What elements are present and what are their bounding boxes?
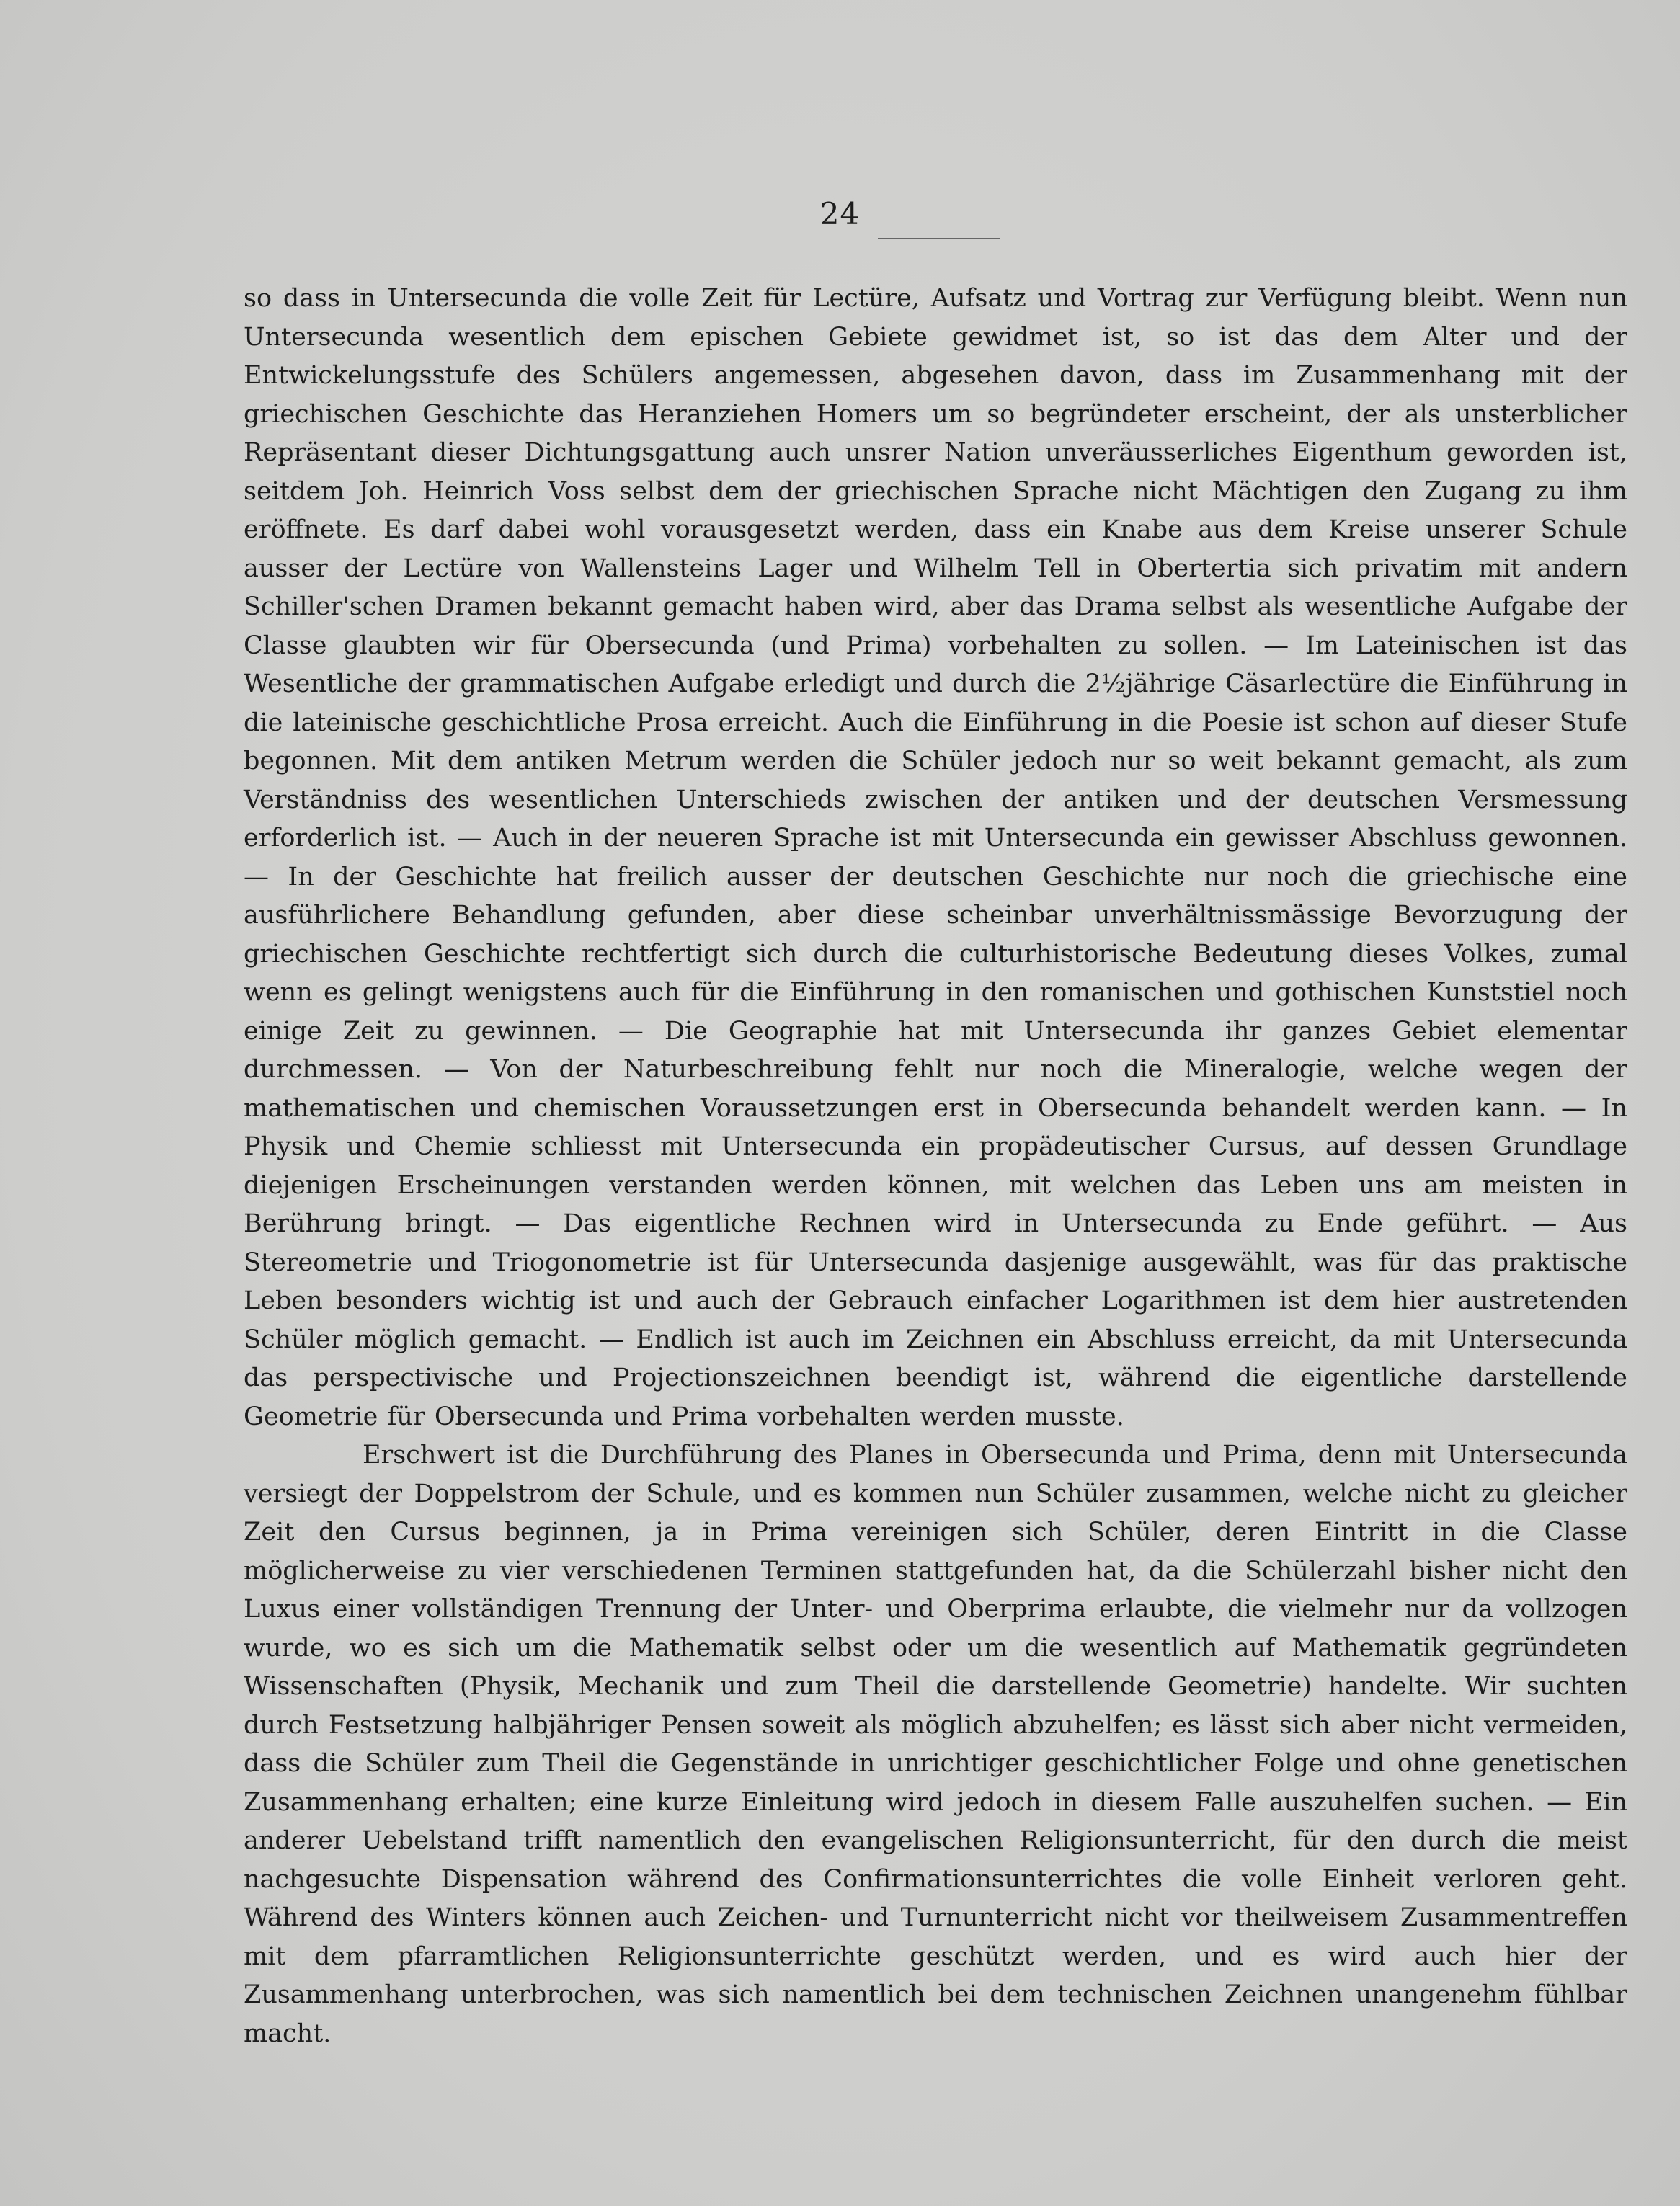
paragraph-1: so dass in Untersecunda die volle Zeit für Lectüre, Aufsatz und Vortrag zur Verfügung bleibt. Wenn nun Untersecunda wesentlich dem epischen Gebiete gewidmet ist, so ist das dem Alter und der Entwickelungsstufe des Schülers angemessen, abgesehen davon, dass im Zusammenhang mit der griechischen Geschichte das Heranziehen Homers um so begründeter erscheint, der als unsterblicher Repräsentant dieser Dichtungsgattung auch unsrer Nation unveräusserliches Eigenthum geworden ist, seitdem Joh. Heinrich Voss selbst dem der griechischen Sprache nicht Mächtigen den Zugang zu ihm eröffnete. Es darf dabei wohl vorausgesetzt werden, dass ein Knabe aus dem Kreise unserer Schule ausser der Lectüre von Wallensteins Lager und Wilhelm Tell in Obertertia sich privatim mit andern Schiller'schen Dramen bekannt gemacht haben wird, aber das Drama selbst als wesentliche Aufgabe der Classe glaubten wir für Obersecunda (und Prima) vorbehalten zu sollen. — Im Lateinischen ist das Wesentliche der grammatischen Aufgabe erledigt und durch die 2½jährige Cäsarlectüre die Einführung in die lateinische geschichtliche Prosa erreicht. Auch die Einführung in die Poesie ist schon auf dieser Stufe begonnen. Mit dem antiken Metrum werden die Schüler jedoch nur so weit bekannt gemacht, als zum Verständniss des wesentlichen Unterschieds zwischen der antiken und der deutschen Versmessung erforderlich ist. — Auch in der neueren Sprache ist mit Untersecunda ein gewisser Abschluss gewonnen. — In der Geschichte hat freilich ausser der deutschen Geschichte nur noch die griechische eine ausführlichere Behandlung gefunden, aber diese scheinbar unverhältnissmässige Bevorzugung der griechischen Geschichte rechtfertigt sich durch die culturhistorische Bedeutung dieses Volkes, zumal wenn es gelingt wenigstens auch für die Einführung in den romanischen und gothischen Kunststiel noch einige Zeit zu gewinnen. — Die Geographie hat mit Untersecunda ihr ganzes Gebiet elementar durchmessen. — Von der Naturbeschreibung fehlt nur noch die Mineralogie, welche wegen der mathematischen und chemischen Voraussetzungen erst in Obersecunda behandelt werden kann. — In Physik und Chemie schliesst mit Untersecunda ein propädeutischer Cursus, auf dessen Grundlage diejenigen Erscheinungen verstanden werden können, mit welchen das Leben uns am meisten in Berührung bringt. — Das eigentliche Rechnen wird in Untersecunda zu Ende geführt. — Aus Stereometrie und Triogonometrie ist für Untersecunda dasjenige ausgewählt, was für das praktische Leben besonders wichtig ist und auch der Gebrauch einfacher Logarithmen ist dem hier austretenden Schüler möglich gemacht. — Endlich ist auch im Zeichnen ein Abschluss erreicht, da mit Untersecunda das perspectivische und Projectionszeichnen beendigt ist, während die eigentliche darstellende Geometrie für Obersecunda und Prima vorbehalten werden musste. bbox=[244, 284, 1627, 1431]
page-number-ornament bbox=[878, 238, 1000, 239]
body-text bbox=[244, 280, 1627, 2053]
paragraph-2: Erschwert ist die Durchführung des Planes in Obersecunda und Prima, denn mit Untersecunda versiegt der Doppelstrom der Schule, und es kommen nun Schüler zusammen, welche nicht zu gleicher Zeit den Cursus beginnen, ja in Prima vereinigen sich Schüler, deren Eintritt in die Classe möglicherweise zu vier verschiedenen Terminen stattgefunden hat, da die Schülerzahl bisher nicht den Luxus einer vollständigen Trennung der Unter- und Oberprima erlaubte, die vielmehr nur da vollzogen wurde, wo es sich um die Mathematik selbst oder um die wesentlich auf Mathematik gegründeten Wissenschaften (Physik, Mechanik und zum Theil die darstellende Geometrie) handelte. Wir suchten durch Festsetzung halbjähriger Pensen soweit als möglich abzuhelfen; es lässt sich aber nicht vermeiden, dass die Schüler zum Theil die Gegenstände in unrichtiger geschichtlicher Folge und ohne genetischen Zusammenhang erhalten; eine kurze Einleitung wird jedoch in diesem Falle auszuhelfen suchen. — Ein anderer Uebelstand trifft namentlich den evangelischen Religionsunterricht, für den durch die meist nachgesuchte Dispensation während des Confirmationsunterrichtes die volle Einheit verloren geht. Während des Winters können auch Zeichen- und Turnunterricht nicht vor theilweisem Zusammentreffen mit dem pfarramtlichen Religionsunterrichte geschützt werden, und es wird auch hier der Zusammenhang unterbrochen, was sich namentlich bei dem technischen Zeichnen unangenehm fühlbar macht. bbox=[244, 1441, 1627, 2048]
page-number: 24 bbox=[819, 196, 861, 231]
